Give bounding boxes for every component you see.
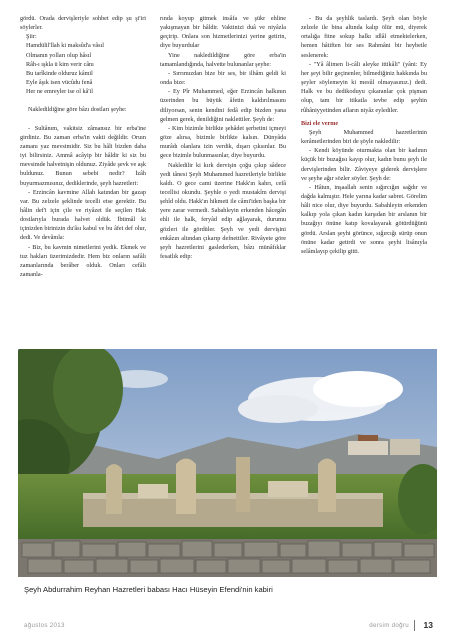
paragraph: Nakledilir ki kırk dervişin çoğu çıkıp sâdece yedi tânesi Şeyh Muhammed hazretleriyle birlikte kaldı. O gece cami üzerine Hakk'ın kahrı, cefâ tecellisi okundu. Şeyhle o yedi mustakîm dervişi şehîd oldu. Hakk'ın hikmeti ile câmi'iden başka bir yere zarar vermedi. Sabahleyin erkenden hâcegân ehli ile halk, feryâd edip ağlayarak, durumu gözleri ile gördüler. Şeyh ve yedi dervişini enkâzın altından çıkarıp defnettiler. Rivâyete göre şeyh hazretlerini gaslederken, bâzı münâfıklar fesatlık edip: <box>160 161 286 261</box>
paragraph: gördü. Orada dervişleriyle sohbet edip şu şi'iri söylerler. <box>20 15 146 32</box>
tomb-photo-illustration <box>18 349 437 577</box>
paragraph: - Erzincân kavmine Allah katından bir gazap var. Bu zelzele şeklinde tecelli etse gerektir. Bu hâlin def'i için çile ve riyâzet ile seçilen Hak dostlarıyla burada halvet oldük. İbtimâl ki içinizden birinizin du'âsı kabul ve bu âfet def olur, dedi. Ve devâmla: <box>20 188 146 242</box>
tomb-photo <box>18 349 437 577</box>
text-column-2 <box>160 14 286 261</box>
paragraph: - "Yâ âlimen li-câli aleyke ittikâli" (yâni: Ey her şeyi bilir geçinenler, bilmediğiniz hakkında bu şeyler söylemeyin ki mesûl olmayasınız.) dedi. Halk ve bu dedikoduyu çıkaranlar çok pişman olup, tam bir itikatla tevbe edip şeyhin rûhâniyyetinden afların niyâz eylediler. <box>301 60 427 114</box>
page-number: 13 <box>423 620 433 630</box>
magazine-name: dersim doğru <box>369 622 409 629</box>
footer-divider <box>414 620 415 631</box>
paragraph: - Kendi köyünde oturmakta olan bir kadının küçük bir buzağısı kayıp olur, kadın bunu şeyh ile dervişlerinden bilir. Zâviyeye giderek dervişlere ve şeyhe ağır sözler söyler. Şeyh de: <box>301 147 427 182</box>
page-footer <box>18 621 437 633</box>
paragraph: - Biz, bu kavmin nimetlerini yedik. Ekmek ve tuz hakları üzerimizdedir. Hem biz onların safâlı zamanlarında berâber olduk. Onları cefâlı zamanla- <box>20 243 146 279</box>
paragraph: - Kim bizimle birlikte şehâdet şerbetini içmeyi göze alırsa, bizimle birlikte kalsın. Dünyâda murâdı olanlara izin verdik, dışarı çıksınlar. Bu gece bizimle bulunmasınlar, diye buyurdu. <box>160 124 286 160</box>
poem-line: Hamdülil'llah ki maksûd'a vâsıl <box>26 42 105 50</box>
paragraph: Nakledildiğine göre bâzı dostları şeyhe: <box>28 106 127 114</box>
paragraph: - Sırrımızdan bize bir ses, bir ilhâm geldi ki onda bize: <box>160 69 286 87</box>
issue-date: ağustos 2013 <box>24 622 65 629</box>
paragraph: Şeyh Muhammed hazretlerinin kerâmetlerinden biri de şöyle nakledilir: <box>301 128 427 146</box>
text-column-3 <box>301 14 427 256</box>
photo-caption: Şeyh Abdurrahim Reyhan Hazretleri babası Hacı Hüseyin Efendi'nin kabiri <box>24 585 273 594</box>
poem-label: Şiir: <box>26 33 37 41</box>
paragraph: - Bu da şeyhlik taslardı. Şeyh olan böyle zelzele ile bina altında kalıp ölür mü, diyerek ortalığa fitne sokup halkı ıdlâl etmektelerken, hemen hâtiften bir ses Rahmâni bir heybetle seslenerek: <box>301 15 427 59</box>
paragraph: - Sultânım, vakitsiz zâmansız bir erba'ine girdiniz. Bu zaman erba'in vakti değildir. Oruın zamanı yaz mevsimidir. Siz bu hâli bizden daha iyi bilirsiniz. Ammâ acâyip bir hâldir ki siz bu mevsimde halvetnişin oldunuz. Ziyâde şevk ve aşk buldunuz. Bunun sebebi nedir? İzâh buyurmazmısınız, dediklerinde, şeyh hazretleri: <box>20 124 146 187</box>
paragraph: - Ey Pîr Muhammed, eğer Erzincân halkının üzerinden bu büyük âfetin kaldırılmasını diliyorsan, senin kendini fedâ edip bizden yana gelmen gerek, denildiğini naklettiler. Şeyh de: <box>160 88 286 123</box>
poem-line: Bu tarîkinde olduruz kâmil <box>26 69 93 77</box>
section-heading: Bizi ele verme <box>301 119 339 127</box>
poem-line: Olmanın yolları olup hâsıl <box>26 51 92 59</box>
paragraph: Yine nakledildiğine göre erba'in tamamlandığında, halvette bulunanlar şeyhe: <box>160 51 286 68</box>
text-column-1 <box>20 14 146 279</box>
poem-line: Râh-ı ışkla ü kim verir cânı <box>26 60 94 68</box>
poem-line: Eyle âşık isen vücûdu fenâ <box>26 79 93 87</box>
poem-line: Her ne emreyler ise ol kâ'il <box>26 88 93 96</box>
paragraph: - Hâtun, inşaallah senin sığırcığın sağdır ve dağda kalmıştır. Hele yarına kadar sabret. Görelim hâli nice olur, diye buyurdu. Sabahleyin erkenden kalkıp yola çıkan kadın karşıdan bir arslanın bir buzağıyı önüne katıp kovalayarak götürdüğünü gördü. Arslan şeyhi görünce, sığırcığı sürüp onun önüne kadar getirdi ve sonra şeyhi lisânıyla selâmlayıp çekilip gitti. <box>301 183 427 255</box>
paragraph: rında koyup gitmek insâfa ve şükr ehline yakışmayan bir hâldir. Vaktinizi duâ ve niyâzla geçirip. Onlara son hizmetlerinizi yerine getirin, diye buyurdular <box>160 15 286 50</box>
